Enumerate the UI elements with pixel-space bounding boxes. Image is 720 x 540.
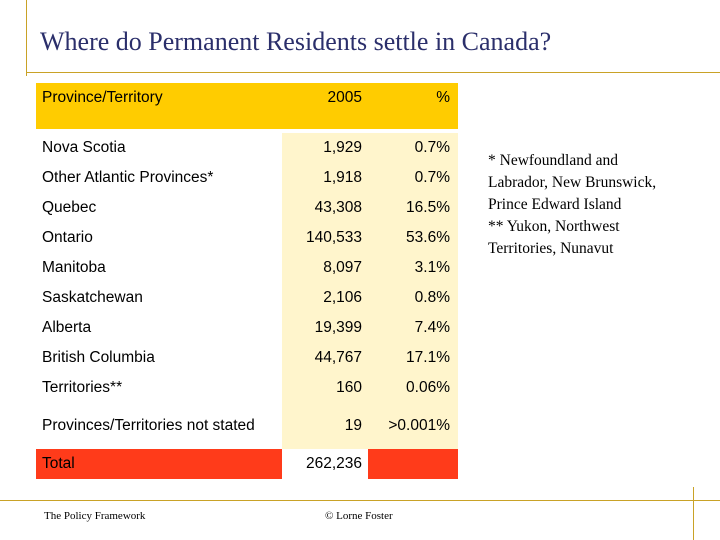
table-row [36,313,458,343]
province-cell: Alberta [42,319,92,336]
footnotes [488,150,678,260]
table-row [36,343,458,373]
table-row [36,373,458,403]
province-cell: Quebec [42,199,97,216]
percent-cell: 7.4% [368,313,458,343]
table-row [36,403,458,449]
percent-cell: 0.8% [368,283,458,313]
percent-cell: 16.5% [368,193,458,223]
table-row [36,283,458,313]
count-cell: 140,533 [282,223,368,253]
percent-cell: 0.06% [368,373,458,403]
province-cell: Manitoba [42,259,106,276]
province-cell: Saskatchewan [42,289,143,306]
total-percent [368,449,458,479]
count-cell: 44,767 [282,343,368,373]
footer-rule-horizontal [0,500,720,501]
province-cell: Nova Scotia [42,139,126,156]
total-label: Total [36,449,282,479]
percent-cell: 3.1% [368,253,458,283]
count-cell: 2,106 [282,283,368,313]
footnote-territories: ** Yukon, Northwest Territories, Nunavut [488,218,620,257]
total-row [36,449,458,479]
count-cell: 19 [282,403,368,449]
table-row [36,223,458,253]
count-cell: 160 [282,373,368,403]
table-row [36,163,458,193]
footer-center-text: © Lorne Foster [325,510,393,522]
total-count: 262,236 [282,449,368,479]
count-cell: 1,918 [282,163,368,193]
province-cell: Ontario [42,229,93,246]
table-row [36,193,458,223]
header-province: Province/Territory [36,83,282,129]
count-cell: 8,097 [282,253,368,283]
table-row [36,253,458,283]
percent-cell: 0.7% [368,133,458,163]
header-year: 2005 [282,83,368,129]
province-cell: Territories** [42,379,123,396]
table-header-row [36,83,458,129]
header-percent: % [368,83,458,129]
count-cell: 19,399 [282,313,368,343]
title-rule-horizontal [26,72,720,73]
slide-title: Where do Permanent Residents settle in Canada? [40,27,552,56]
percent-cell: 0.7% [368,163,458,193]
percent-cell: 17.1% [368,343,458,373]
count-cell: 1,929 [282,133,368,163]
count-cell: 43,308 [282,193,368,223]
province-cell: Provinces/Territories not stated [42,417,255,434]
footer-left-text: The Policy Framework [44,510,146,522]
percent-cell: 53.6% [368,223,458,253]
title-rule-vertical [26,0,27,76]
residents-table [36,83,458,479]
percent-cell: >0.001% [368,403,458,449]
footnote-atlantic: * Newfoundland and Labrador, New Brunswick, Prince Edward Island [488,152,657,213]
table-row [36,133,458,163]
province-cell: British Columbia [42,349,155,366]
footer-rule-vertical [693,487,694,540]
province-cell: Other Atlantic Provinces* [42,169,214,186]
